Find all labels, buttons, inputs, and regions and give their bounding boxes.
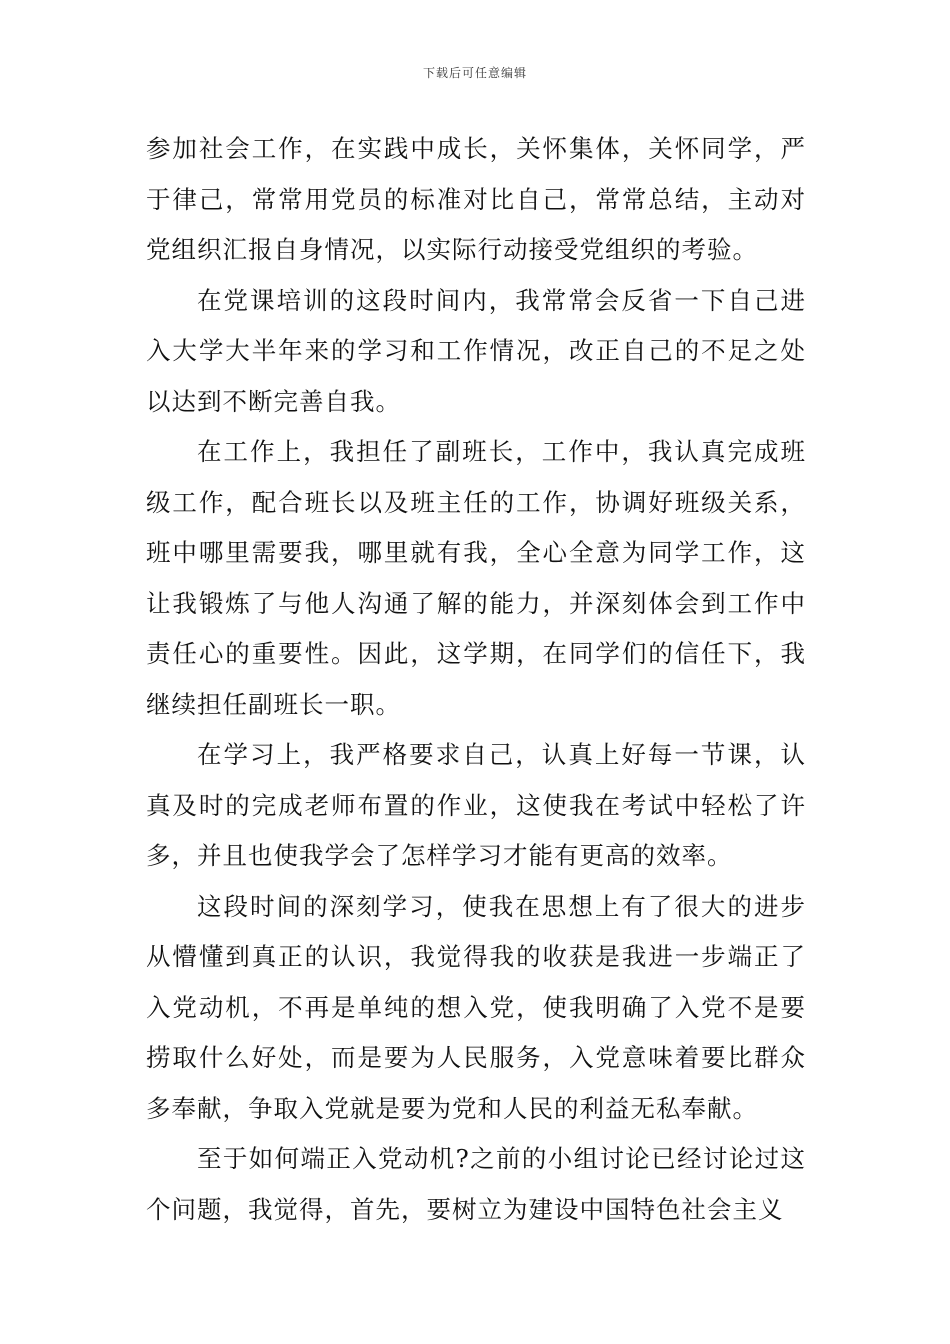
paragraph-4: 在学习上，我严格要求自己，认真上好每一节课，认真及时的完成老师布置的作业，这使我在考试中轻松了许多，并且也使我学会了怎样学习才能有更高的效率。 [146, 740, 806, 870]
paragraph-3: 在工作上，我担任了副班长，工作中，我认真完成班级工作，配合班长以及班主任的工作，协调好班级关系，班中哪里需要我，哪里就有我，全心全意为同学工作，这让我锻炼了与他人沟通了解的能力，并深刻体会到工作中责任心的重要性。因此，这学期，在同学们的信任下，我继续担任副班长一职。 [146, 437, 806, 719]
page-header-note: 下载后可任意编辑 [422, 66, 527, 80]
paragraph-6: 至于如何端正入党动机?之前的小组讨论已经讨论过这个问题，我觉得，首先，要树立为建设中国特色社会主义 [146, 1144, 806, 1224]
document-body [146, 124, 806, 1235]
paragraph-5: 这段时间的深刻学习，使我在思想上有了很大的进步从懵懂到真正的认识，我觉得我的收获是我进一步端正了入党动机，不再是单纯的想入党，使我明确了入党不是要捞取什么好处，而是要为人民服务，入党意味着要比群众多奉献，争取入党就是要为党和人民的利益无私奉献。 [146, 891, 806, 1123]
paragraph-1: 参加社会工作，在实践中成长，关怀集体，关怀同学，严于律己，常常用党员的标准对比自己，常常总结，主动对党组织汇报自身情况，以实际行动接受党组织的考验。 [146, 134, 806, 264]
paragraph-2: 在党课培训的这段时间内，我常常会反省一下自己进入大学大半年来的学习和工作情况，改正自己的不足之处以达到不断完善自我。 [146, 285, 806, 416]
